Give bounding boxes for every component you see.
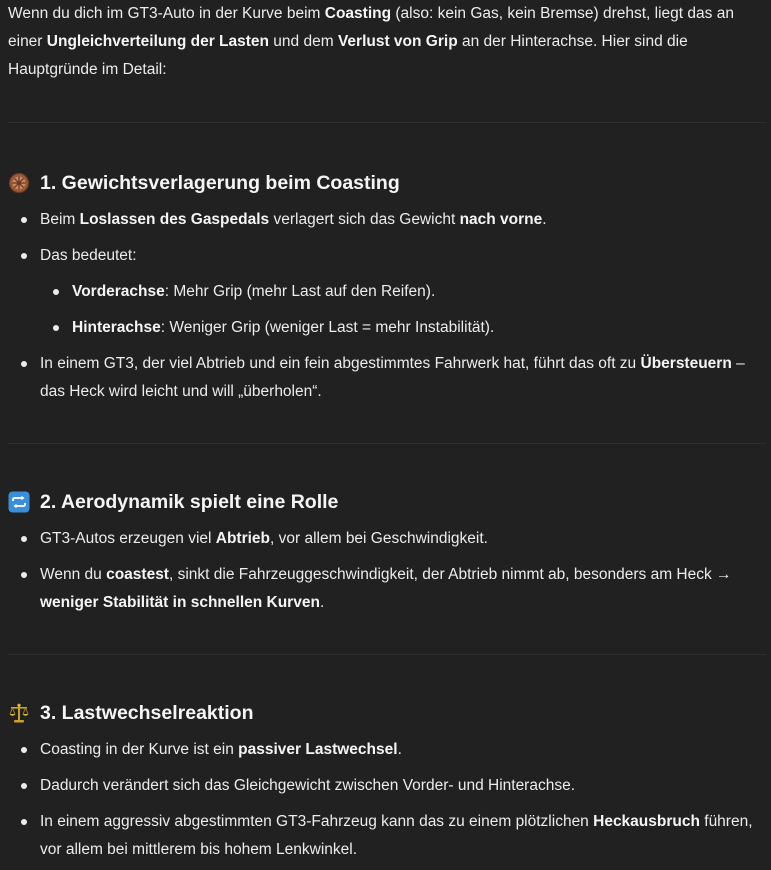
wheel-icon [8, 172, 30, 194]
item-text: verlagert sich das Gewicht [269, 211, 460, 228]
item-bold: Heckausbruch [593, 813, 700, 830]
item-text: führen, vor allem bei mittlerem bis hohem Lenkwinkel. [40, 813, 753, 858]
list-item [8, 772, 766, 800]
intro-bold: Coasting [324, 5, 392, 22]
section-title-text: 3. Lastwechselreaktion [40, 702, 254, 724]
list-item [8, 525, 766, 553]
item-bold: weniger Stabilität in schnellen Kurven [40, 594, 320, 611]
bullet-list [8, 736, 766, 864]
item-bold: Loslassen des Gaspedals [79, 211, 270, 228]
scales-icon [8, 702, 30, 724]
section-heading [8, 487, 766, 517]
repeat-arrows-icon [8, 491, 30, 513]
intro-text: und dem [269, 33, 338, 50]
section-title-text: 2. Aerodynamik spielt eine Rolle [40, 491, 339, 513]
section-weight-transfer [8, 168, 766, 406]
list-item [8, 736, 766, 764]
list-item [8, 206, 766, 234]
divider [8, 443, 766, 444]
intro-text: an der Hinterachse. Hier sind die Hauptgründe im Detail: [8, 33, 688, 78]
item-text: , sinkt die Fahrzeuggeschwindigkeit, der Abtrieb nimmt ab, besonders am Heck → [168, 566, 732, 583]
list-item [8, 561, 766, 617]
list-item [8, 314, 766, 342]
item-bold: Übersteuern [640, 355, 732, 372]
intro-bold: Ungleichverteilung der Lasten [46, 33, 269, 50]
item-text: . [542, 211, 547, 228]
bullet-list [8, 525, 766, 617]
item-text: . [397, 741, 402, 758]
item-bold: Vorderachse [72, 283, 165, 300]
item-text: GT3-Autos erzeugen viel [40, 530, 216, 547]
item-bold: coastest [106, 566, 169, 583]
item-text: Dadurch verändert sich das Gleichgewicht zwischen Vorder- und Hinterachse. [40, 777, 576, 794]
list-item [8, 242, 766, 342]
item-text: , vor allem bei Geschwindigkeit. [270, 530, 488, 547]
item-text: : Weniger Grip (weniger Last = mehr Instabilität). [160, 319, 495, 336]
item-bold: Hinterachse [72, 319, 161, 336]
item-text: – das Heck wird leicht und will „überholen“. [40, 355, 745, 400]
intro-paragraph [8, 0, 760, 84]
item-bold: Abtrieb [215, 530, 271, 547]
list-item [8, 350, 766, 406]
item-bold: nach vorne [459, 211, 543, 228]
item-text: Beim [40, 211, 80, 228]
item-text: Das bedeutet: [40, 247, 137, 264]
bullet-list [8, 206, 766, 406]
item-text: Coasting in der Kurve ist ein [40, 741, 239, 758]
intro-text: Wenn du dich im GT3-Auto in der Kurve beim [8, 5, 325, 22]
item-bold: passiver Lastwechsel [238, 741, 398, 758]
item-text: Wenn du [40, 566, 107, 583]
item-text: : Mehr Grip (mehr Last auf den Reifen). [164, 283, 436, 300]
section-title-text: 1. Gewichtsverlagerung beim Coasting [40, 172, 400, 194]
list-item [8, 808, 766, 864]
item-text: . [319, 594, 325, 611]
section-load-change [8, 698, 766, 864]
nested-bullet-list [8, 278, 766, 342]
list-item [8, 278, 766, 306]
intro-text: (also: kein Gas, kein Bremse) drehst, liegt das an einer [8, 5, 734, 50]
section-heading [8, 168, 766, 198]
divider [8, 654, 766, 655]
chat-message [8, 0, 766, 864]
section-heading [8, 698, 766, 728]
section-aerodynamics [8, 487, 766, 617]
divider [8, 122, 766, 123]
intro-bold: Verlust von Grip [337, 33, 458, 50]
item-text: In einem aggressiv abgestimmten GT3-Fahrzeug kann das zu einem plötzlichen [40, 813, 594, 830]
item-text: In einem GT3, der viel Abtrieb und ein fein abgestimmtes Fahrwerk hat, führt das oft zu [40, 355, 641, 372]
